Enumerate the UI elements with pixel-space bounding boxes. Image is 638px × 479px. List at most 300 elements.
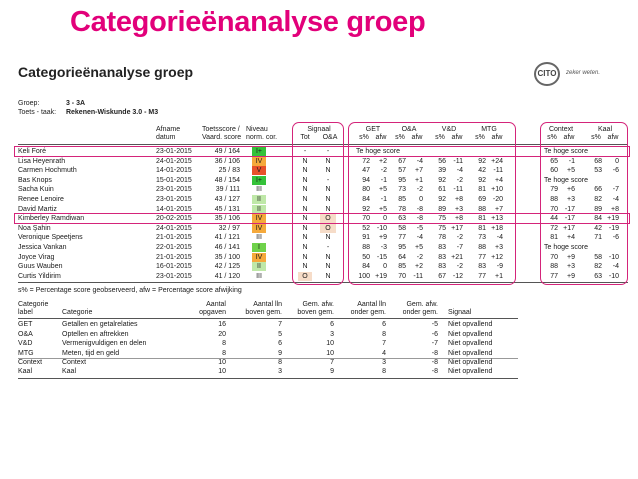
cat-header-rule [18,318,518,319]
student-score: 41 / 120 [214,272,240,280]
footnote: s% = Percentage score geobserveerd, afw = Percentage score afwijking [18,287,242,295]
student-score: 41 / 121 [214,234,240,242]
cat-below_dev: -8 [431,349,438,357]
afw-ctx: +9 [567,253,575,261]
pct-mtg: 92 [478,176,486,184]
afw-kaal: -6 [612,167,619,175]
afw-oa: -4 [416,234,423,242]
pct-kaal: 71 [594,234,602,242]
pct-oa: 70 [398,272,406,280]
signal-oa: - [326,244,330,251]
afw-oa: +5 [415,244,423,251]
signal-tot: N [302,196,308,203]
afw-get: +9 [379,234,387,242]
afw-mtg: -11 [493,167,503,175]
cat-above: 3 [278,368,282,376]
cat-tasks: 10 [218,359,226,366]
afw-kaal: -4 [612,263,619,271]
afw-vd: -11 [453,186,463,194]
afw-ctx: +17 [563,224,575,232]
cat-above_dev: 10 [326,349,334,357]
cat-above_dev: 10 [326,340,334,348]
cat-below: 8 [382,368,386,376]
afw-get: +19 [375,272,387,280]
afw-get: -1 [380,176,387,184]
pct-kaal: 42 [594,224,602,232]
cat-category: Kaal [62,368,77,376]
pct-vd: 89 [438,205,446,213]
cat-tasks: 10 [218,368,226,376]
header-get-afw: afw [375,134,387,141]
afw-ctx: -17 [564,205,575,213]
afw-vd: -11 [453,157,463,165]
signal-oa: - [326,148,330,155]
pct-oa: 95 [398,244,406,251]
afw-mtg: +12 [491,253,503,261]
student-score: 46 / 141 [214,244,240,251]
student-level: III [256,272,262,280]
cat-above_dev: 9 [330,368,334,376]
afw-vd: -7 [456,244,463,251]
student-name: Guus Wauben [18,263,63,271]
student-date: 22-01-2015 [156,244,192,251]
student-date: 20-02-2015 [156,215,192,223]
pct-get: 94 [362,176,370,184]
pct-oa: 63 [398,215,406,223]
cat-tasks: 16 [218,321,226,329]
afw-mtg: -9 [496,263,503,271]
afw-get: +2 [379,157,387,165]
student-score: 32 / 97 [218,224,240,232]
afw-oa: 0 [419,196,423,203]
cat-header-label: Categorie [18,301,49,309]
afw-get: -15 [376,253,387,261]
afw-get: +5 [379,205,387,213]
pct-oa: 67 [398,157,406,165]
cat-category: Getallen en getalrelaties [62,321,138,329]
pct-mtg: 88 [478,244,486,251]
afw-vd: +8 [455,196,463,203]
student-name: Sacha Kuin [18,186,54,194]
student-date: 21-01-2015 [156,234,192,242]
cat-label: Context [18,359,43,366]
cat-below_dev: -7 [431,340,438,348]
signal-tot: N [302,176,308,184]
signal-tot: N [302,253,308,261]
pct-mtg: 92 [478,157,486,165]
student-name: Veronique Speetjens [18,234,83,242]
signal-tot: N [302,263,308,271]
header-signal: Signaal [307,126,331,133]
header-kaal: Kaal [597,126,612,133]
afw-vd: -12 [452,272,463,280]
pct-kaal: 63 [594,272,602,280]
header-signal-oa: O&A [322,134,338,141]
student-level: IV [255,253,263,261]
signal-tot: N [302,215,308,223]
signal-oa: O [320,224,336,233]
cat-below: 6 [382,321,386,329]
afw-ctx: +9 [567,272,575,280]
afw-mtg: +10 [491,186,503,194]
pct-kaal: 82 [594,196,602,203]
cat-below_dev: -8 [431,368,438,376]
signal-tot: N [302,205,308,213]
afw-kaal: -10 [608,253,619,261]
pct-ctx: 88 [550,263,558,271]
student-date: 23-01-2015 [156,272,192,280]
highlight-row-kimberley [14,213,630,224]
cat-header-category: Categorie [62,309,93,317]
cat-tasks: 8 [222,349,226,357]
pct-get: 100 [358,272,370,280]
pct-oa: 85 [398,263,406,271]
signal-oa: O [320,214,336,223]
student-date: 24-01-2015 [156,224,192,232]
student-name: Bas Knops [18,176,52,184]
student-date: 14-01-2015 [156,205,192,213]
student-level: IV [255,157,263,165]
student-level: I+ [255,148,263,155]
header-get-pct: s% [359,134,369,141]
header-context: Context [548,126,574,133]
afw-get: 0 [383,263,387,271]
student-name: Curtis Yildirim [18,272,61,280]
afw-oa: -8 [416,215,423,223]
afw-get: 0 [383,215,387,223]
pct-mtg: 42 [478,167,486,175]
header-kaal-afw: afw [607,134,619,141]
cat-label: V&D [18,340,33,348]
afw-ctx: -1 [568,157,575,165]
afw-vd: -2 [456,176,463,184]
pct-get: 70 [362,215,370,223]
signal-oa: N [325,253,331,261]
afw-get: -10 [376,224,387,232]
afw-mtg: +1 [495,272,503,280]
header-vd: V&D [441,126,457,133]
student-date: 24-01-2015 [156,157,192,165]
student-name: Renee Lenoire [18,196,64,203]
pct-kaal: 58 [594,253,602,261]
afw-vd: +3 [455,205,463,213]
pct-ctx: 88 [550,196,558,203]
pct-vd: 39 [438,167,446,175]
pct-mtg: 77 [478,272,486,280]
slide-title: Categorieënanalyse groep [70,6,426,38]
header-oa-afw: afw [411,134,423,141]
student-date: 16-01-2015 [156,263,192,271]
pct-oa: 77 [398,234,406,242]
pct-oa: 58 [398,224,406,232]
student-date: 21-01-2015 [156,253,192,261]
pct-kaal: 53 [594,167,602,175]
afw-vd: -2 [456,234,463,242]
cat-below_dev: -8 [431,359,438,366]
afw-vd: +17 [451,224,463,232]
pct-get: 92 [362,205,370,213]
test-label: Toets - taak: [18,109,57,116]
cat-signal: Niet opvallend [448,321,493,329]
cat-below: 8 [382,330,386,338]
pct-mtg: 69 [478,196,486,203]
afw-mtg: +24 [491,157,503,165]
header-score: Vaard. score [202,134,242,141]
afw-kaal: -7 [612,186,619,194]
pct-mtg: 88 [478,205,486,213]
pct-ctx: 70 [550,253,558,261]
pct-kaal: 68 [594,157,602,165]
report-document [14,58,630,476]
header-date: Afname [156,126,181,133]
signal-tot: N [302,234,308,242]
afw-kaal: +19 [607,215,619,223]
signal-oa: N [325,205,331,213]
signal-oa: N [325,196,331,203]
student-date: 14-01-2015 [156,167,192,175]
context-note: Te hoge score [544,244,588,251]
student-score: 43 / 127 [214,196,240,203]
pct-get: 91 [362,234,370,242]
cat-signal: Niet opvallend [448,330,493,338]
pct-oa: 64 [398,253,406,261]
pct-oa: 78 [398,205,406,213]
header-mtg-afw: afw [491,134,503,141]
student-level: II [257,263,261,271]
pct-mtg: 81 [478,224,486,232]
student-date: 15-01-2015 [156,176,192,184]
student-name: Lisa Heyenrath [18,157,66,165]
student-level: III [256,234,262,242]
pct-vd: 75 [438,215,446,223]
afw-oa: +1 [415,176,423,184]
cat-header-below: Aantal lln [357,301,386,309]
signal-tot: O [298,272,312,281]
cat-category: Vermenigvuldigen en delen [62,340,147,348]
afw-mtg: +7 [495,205,503,213]
afw-kaal: -10 [608,272,619,280]
pct-kaal: 66 [594,186,602,194]
header-kaal-pct: s% [591,134,601,141]
cat-header-tasks: opgaven [199,309,226,317]
afw-kaal: -4 [612,196,619,203]
header-oa: O&A [401,126,417,133]
pct-oa: 85 [398,196,406,203]
cat-bottom-rule [18,378,518,379]
pct-ctx: 60 [550,167,558,175]
pct-oa: 73 [398,186,406,194]
afw-ctx: +4 [567,234,575,242]
cat-below: 4 [382,349,386,357]
student-name: Keli Foré [18,148,47,155]
header-level: norm. cor. [246,134,278,141]
cito-logo [534,62,624,86]
afw-kaal: -19 [608,224,619,232]
student-level: I+ [255,176,263,184]
signal-oa: N [325,272,331,280]
student-score: 36 / 106 [214,157,240,165]
signal-tot: N [302,224,308,232]
signal-oa: N [325,263,331,271]
score-note: Te hoge score [356,148,400,155]
cat-above: 7 [278,321,282,329]
pct-get: 52 [362,224,370,232]
pct-get: 47 [362,167,370,175]
afw-ctx: +6 [567,186,575,194]
pct-get: 80 [362,186,370,194]
afw-get: -3 [380,244,387,251]
student-score: 35 / 100 [214,253,240,261]
cat-label: Kaal [18,368,33,376]
cat-below_dev: -5 [431,321,438,329]
afw-vd: +21 [451,253,463,261]
afw-mtg: +4 [495,176,503,184]
student-level: III [256,186,262,194]
afw-ctx: +5 [567,167,575,175]
pct-vd: 56 [438,157,446,165]
header-mtg-pct: s% [475,134,485,141]
afw-ctx: -17 [564,215,575,223]
signal-tot: N [302,244,308,251]
cat-above: 6 [278,340,282,348]
cat-header-below_dev: Gem. afw. [406,301,438,309]
cat-tasks: 20 [218,330,226,338]
cat-below: 3 [382,359,386,366]
student-name: David Martiz [18,205,57,213]
pct-ctx: 70 [550,205,558,213]
header-vd-pct: s% [435,134,445,141]
header-oa-pct: s% [395,134,405,141]
cat-signal: Niet opvallend [448,340,493,348]
pct-kaal: 82 [594,263,602,271]
cat-above: 8 [278,359,282,366]
cat-header-above: Aantal lln [253,301,282,309]
student-date: 23-01-2015 [156,148,192,155]
cat-below_dev: -6 [431,330,438,338]
cat-header-below_dev: onder gem. [402,309,438,317]
afw-oa: -8 [416,205,423,213]
afw-vd: +8 [455,215,463,223]
cat-above_dev: 3 [330,330,334,338]
afw-get: +5 [379,186,387,194]
cat-label: GET [18,321,33,329]
pct-vd: 67 [438,272,446,280]
cat-category: Meten, tijd en geld [62,349,120,357]
cat-label: MTG [18,349,34,357]
header-signal-tot: Tot [300,134,310,141]
student-score: 48 / 154 [214,176,240,184]
group-label: Groep: [18,100,40,107]
pct-mtg: 73 [478,234,486,242]
signal-tot: N [302,186,308,194]
pct-mtg: 81 [478,186,486,194]
student-score: 45 / 131 [214,205,240,213]
student-level: IV [255,224,263,232]
context-note: Te hoge score [544,148,588,155]
student-score: 35 / 106 [214,215,240,223]
cat-above: 5 [278,330,282,338]
cat-signal: Niet opvallend [448,349,493,357]
afw-oa: -11 [413,272,423,280]
afw-get: -1 [380,196,387,203]
pct-get: 50 [362,253,370,261]
logo-tagline: zeker weten. [566,70,601,76]
signal-oa: N [325,186,331,194]
student-score: 49 / 164 [214,148,240,155]
afw-vd: -2 [456,263,463,271]
test-value: Rekenen-Wiskunde 3.0 - M3 [65,109,159,116]
header-mtg: MTG [481,126,497,133]
pct-oa: 57 [398,167,406,175]
header-context-afw: afw [563,134,575,141]
afw-oa: +2 [415,263,423,271]
pct-get: 72 [362,157,370,165]
afw-get: -2 [380,167,387,175]
cat-label: O&A [18,330,33,338]
afw-mtg: +3 [495,244,503,251]
student-name: Noa Şahin [18,224,51,232]
cat-category: Optellen en aftrekken [62,330,129,338]
signal-oa: N [325,157,331,165]
cat-tasks: 8 [222,340,226,348]
cat-above: 9 [278,349,282,357]
pct-oa: 95 [398,176,406,184]
student-level: II [257,205,261,213]
afw-ctx: +3 [567,196,575,203]
student-name: Joyce Virag [18,253,55,261]
pct-vd: 83 [438,263,446,271]
pct-get: 88 [362,244,370,251]
afw-oa: -5 [416,224,423,232]
group-line [18,100,85,107]
cat-category: Context [62,359,87,366]
afw-oa: -2 [416,186,423,194]
signal-oa: N [325,234,331,242]
group-value: 3 - 3A [65,100,86,107]
cat-header-tasks: Aantal [206,301,226,309]
student-date: 23-01-2015 [156,186,192,194]
student-name: Carmen Hochmuth [18,167,77,175]
pct-kaal: 89 [594,205,602,213]
signal-tot: N [302,167,308,175]
report-title: Categorieënanalyse groep [18,64,194,80]
signal-oa: N [325,167,331,175]
test-line [18,109,158,116]
afw-oa: -4 [416,157,423,165]
afw-vd: -4 [456,167,463,175]
student-level: II [257,196,261,203]
pct-vd: 75 [438,224,446,232]
student-date: 23-01-2015 [156,196,192,203]
cat-signal: Niet opvallend [448,359,493,366]
afw-oa: +7 [415,167,423,175]
pct-vd: 83 [438,244,446,251]
logo-ring-icon: CITO [534,62,560,86]
afw-kaal: -6 [612,234,619,242]
cat-header-above_dev: boven gem. [297,309,334,317]
cat-signal: Niet opvallend [448,368,493,376]
pct-vd: 92 [438,196,446,203]
pct-vd: 92 [438,176,446,184]
afw-ctx: +3 [567,263,575,271]
pct-ctx: 65 [550,157,558,165]
student-level: V [256,167,262,175]
pct-mtg: 83 [478,263,486,271]
cat-header-signal: Signaal [448,309,472,317]
signal-tot: N [302,157,308,165]
header-score: Toetsscore / [202,126,240,133]
pct-ctx: 77 [550,272,558,280]
